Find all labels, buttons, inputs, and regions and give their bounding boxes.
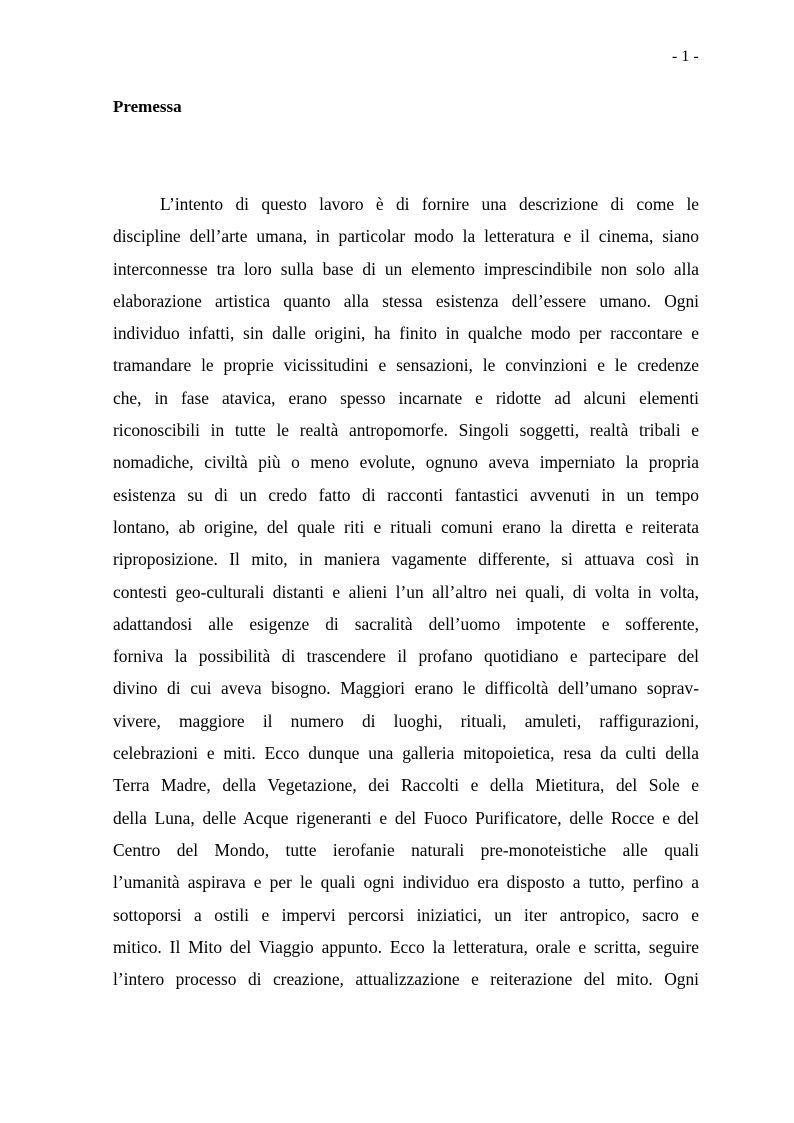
- text-line: Centro del Mondo, tutte ierofanie naturali pre-monoteistiche alle quali: [113, 839, 699, 860]
- text-line: della Luna, delle Acque rigeneranti e del Fuoco Purificatore, delle Rocce e del: [113, 807, 699, 828]
- text-line: tramandare le proprie vicissitudini e sensazioni, le convinzioni e le credenze: [113, 355, 699, 376]
- text-line: discipline dell’arte umana, in particolar modo la letteratura e il cinema, siano: [113, 226, 699, 247]
- text-line: divino di cui aveva bisogno. Maggiori erano le difficoltà dell’umano soprav-: [113, 678, 699, 699]
- text-line: sottoporsi a ostili e impervi percorsi iniziatici, un iter antropico, sacro e: [113, 904, 699, 925]
- text-line: vivere, maggiore il numero di luoghi, rituali, amuleti, raffigurazioni,: [113, 710, 699, 731]
- text-line: lontano, ab origine, del quale riti e rituali comuni erano la diretta e reiterata: [113, 516, 699, 537]
- text-line: mitico. Il Mito del Viaggio appunto. Ecco la letteratura, orale e scritta, seguire: [113, 936, 699, 957]
- text-line: celebrazioni e miti. Ecco dunque una galleria mitopoietica, resa da culti della: [113, 743, 699, 764]
- text-line: esistenza su di un credo fatto di racconti fantastici avvenuti in un tempo: [113, 484, 699, 505]
- text-line: individuo infatti, sin dalle origini, ha finito in qualche modo per raccontare e: [113, 323, 699, 344]
- text-line: L’intento di questo lavoro è di fornire una descrizione di come le: [160, 194, 699, 214]
- text-line: contesti geo-culturali distanti e alieni l’un all’altro nei quali, di volta in volta,: [113, 581, 699, 602]
- text-line: elaborazione artistica quanto alla stessa esistenza dell’essere umano. Ogni: [113, 290, 699, 311]
- page-number: - 1 -: [672, 48, 699, 65]
- text-line: adattandosi alle esigenze di sacralità dell’uomo impotente e sofferente,: [113, 613, 699, 634]
- text-line: l’umanità aspirava e per le quali ogni individuo era disposto a tutto, perfino a: [113, 872, 699, 893]
- body-paragraph: [113, 188, 699, 995]
- text-line: interconnesse tra loro sulla base di un elemento imprescindibile non solo alla: [113, 258, 699, 279]
- text-line: riproposizione. Il mito, in maniera vagamente differente, si attuava così in: [113, 549, 699, 570]
- text-line: forniva la possibilità di trascendere il profano quotidiano e partecipare del: [113, 646, 699, 667]
- text-line: Terra Madre, della Vegetazione, dei Raccolti e della Mietitura, del Sole e: [113, 775, 699, 796]
- text-line: riconoscibili in tutte le realtà antropomorfe. Singoli soggetti, realtà tribali e: [113, 420, 699, 441]
- text-line: che, in fase atavica, erano spesso incarnate e ridotte ad alcuni elementi: [113, 387, 699, 408]
- section-heading: Premessa: [113, 97, 182, 116]
- text-line: nomadiche, civiltà più o meno evolute, ognuno aveva imperniato la propria: [113, 452, 699, 473]
- text-line: l’intero processo di creazione, attualizzazione e reiterazione del mito. Ogni: [113, 969, 699, 990]
